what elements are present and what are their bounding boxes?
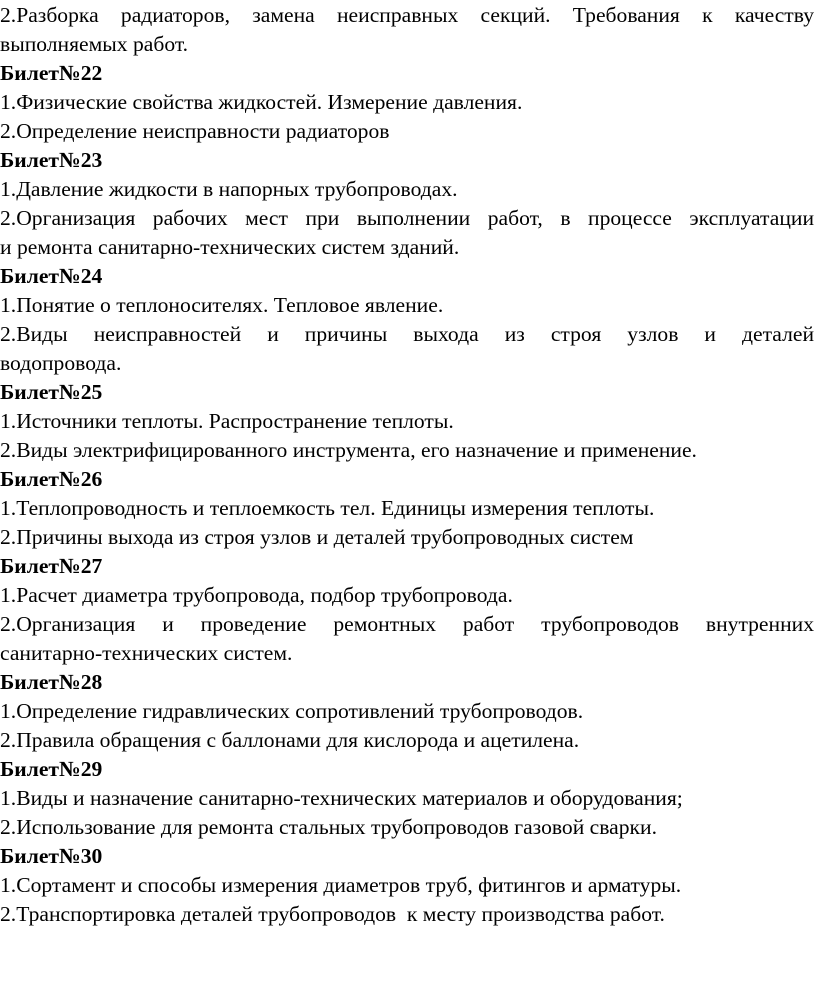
ticket-question-2: 2.Виды электрифицированного инструмента, его назначение и применение. [0, 438, 697, 462]
ticket-question-1: 1.Сортамент и способы измерения диаметров труб, фитингов и арматуры. [0, 873, 682, 897]
ticket-question-2-continued: водопровода. [0, 351, 122, 375]
ticket-question-1: 1.Понятие о теплоносителях. Тепловое явление. [0, 293, 444, 317]
ticket-question-1: 1.Определение гидравлических сопротивлений трубопроводов. [0, 699, 584, 723]
ticket-title: Билет№24 [0, 264, 103, 288]
ticket-question-2-continued: и ремонта санитарно-технических систем зданий. [0, 235, 460, 259]
ticket-title: Билет№23 [0, 148, 103, 172]
ticket-title: Билет№28 [0, 670, 103, 694]
ticket-question-1: 1.Источники теплоты. Распространение теплоты. [0, 409, 454, 433]
intro-question-line: выполняемых работ. [0, 32, 189, 56]
ticket-title: Билет№27 [0, 554, 103, 578]
ticket-question-1: 1.Теплопроводность и теплоемкость тел. Единицы измерения теплоты. [0, 496, 655, 520]
document-page [0, 1, 814, 929]
ticket-question-2: 2.Транспортировка деталей трубопроводов к месту производства работ. [0, 902, 665, 926]
ticket-question-2-continued: санитарно-технических систем. [0, 641, 293, 665]
ticket-question-2: 2.Правила обращения с баллонами для кислорода и ацетилена. [0, 728, 580, 752]
ticket-question-1: 1.Давление жидкости в напорных трубопроводах. [0, 177, 458, 201]
ticket-title: Билет№30 [0, 844, 103, 868]
ticket-question-2: 2.Использование для ремонта стальных трубопроводов газовой сварки. [0, 815, 657, 839]
ticket-question-2: 2.Виды неисправностей и причины выхода из строя узлов и деталей [0, 322, 814, 346]
ticket-title: Билет№29 [0, 757, 103, 781]
ticket-question-2: 2.Причины выхода из строя узлов и деталей трубопроводных систем [0, 525, 634, 549]
intro-question-line: 2.Разборка радиаторов, замена неисправных секций. Требования к качеству [0, 3, 814, 27]
ticket-question-1: 1.Расчет диаметра трубопровода, подбор трубопровода. [0, 583, 513, 607]
ticket-title: Билет№22 [0, 61, 103, 85]
ticket-question-2: 2.Организация рабочих мест при выполнении работ, в процессе эксплуатации [0, 206, 814, 230]
ticket-question-2: 2.Определение неисправности радиаторов [0, 119, 390, 143]
ticket-question-1: 1.Виды и назначение санитарно-технических материалов и оборудования; [0, 786, 683, 810]
ticket-title: Билет№26 [0, 467, 103, 491]
ticket-question-1: 1.Физические свойства жидкостей. Измерение давления. [0, 90, 523, 114]
ticket-title: Билет№25 [0, 380, 103, 404]
ticket-question-2: 2.Организация и проведение ремонтных работ трубопроводов внутренних [0, 612, 814, 636]
